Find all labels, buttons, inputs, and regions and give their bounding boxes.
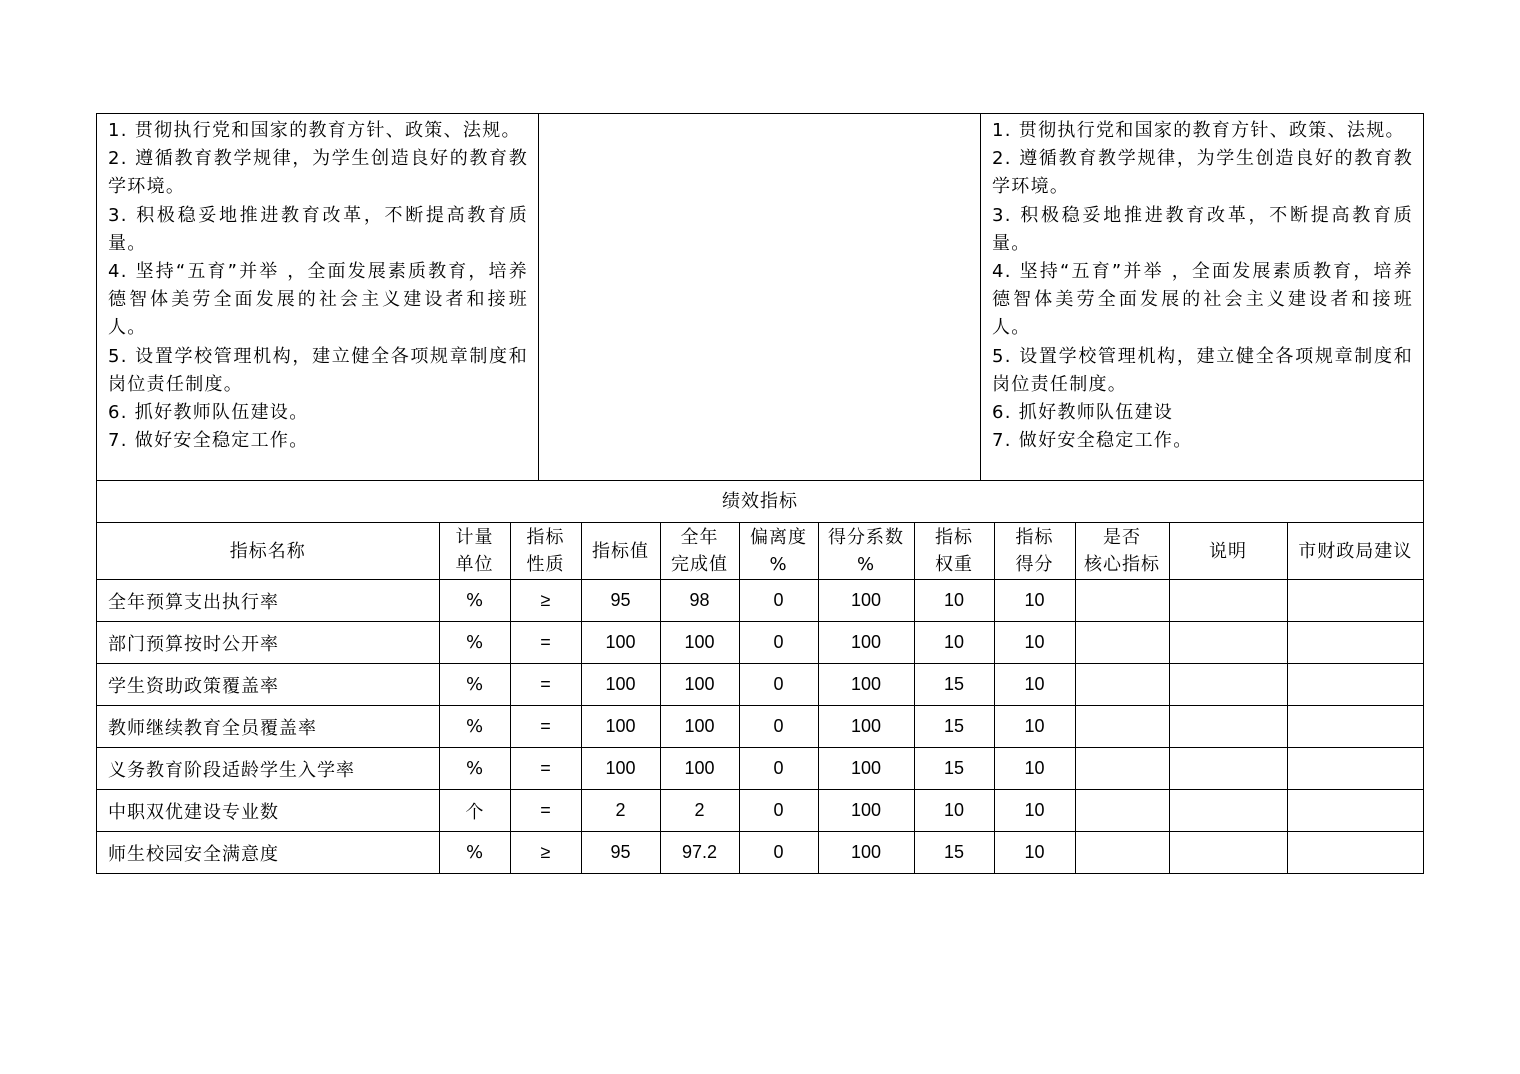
- cell-nature: =: [510, 748, 581, 790]
- header-weight: [914, 523, 994, 580]
- duty-item: 6. 抓好教师队伍建设。: [108, 402, 309, 424]
- cell-note: [1169, 706, 1287, 748]
- cell-advice: [1287, 832, 1423, 874]
- cell-core: [1075, 664, 1169, 706]
- cell-actual: 100: [660, 748, 739, 790]
- header-line: 偏离度: [750, 527, 807, 548]
- cell-note: [1169, 832, 1287, 874]
- table-row: [97, 790, 1423, 832]
- performance-sheet: [96, 113, 1424, 874]
- cell-note: [1169, 748, 1287, 790]
- cell-score: 10: [994, 832, 1075, 874]
- cell-target: 100: [581, 706, 660, 748]
- header-deviation: [739, 523, 818, 580]
- header-line: 指标: [526, 527, 565, 548]
- header-coefficient: [818, 523, 914, 580]
- duty-item: 1. 贯彻执行党和国家的教育方针、政策、法规。: [108, 120, 521, 141]
- cell-unit: %: [439, 664, 510, 706]
- header-line: 得分系数: [828, 527, 904, 548]
- duty-item: 4. 坚持“五育”并举 ，全面发展素质教育，培养德智体美劳全面发展的社会主义建设者和接班人。: [108, 261, 528, 339]
- cell-nature: =: [510, 706, 581, 748]
- cell-coef: 100: [818, 622, 914, 664]
- cell-name: 部门预算按时公开率: [97, 622, 439, 664]
- duty-item: 7. 做好安全稳定工作。: [992, 430, 1193, 452]
- cell-name: 全年预算支出执行率: [97, 580, 439, 622]
- header-advice: 市财政局建议: [1287, 523, 1423, 580]
- cell-actual: 100: [660, 664, 739, 706]
- cell-name: 教师继续教育全员覆盖率: [97, 706, 439, 748]
- cell-nature: ≥: [510, 580, 581, 622]
- header-line: 指标: [1015, 527, 1054, 548]
- cell-unit: %: [439, 748, 510, 790]
- table-row: [97, 706, 1423, 748]
- cell-coef: 100: [818, 664, 914, 706]
- header-line: 完成值: [671, 554, 728, 575]
- duty-item: 6. 抓好教师队伍建设: [992, 402, 1174, 424]
- header-target: 指标值: [581, 523, 660, 580]
- cell-note: [1169, 622, 1287, 664]
- cell-name: 学生资助政策覆盖率: [97, 664, 439, 706]
- header-unit: [439, 523, 510, 580]
- table-row: [97, 832, 1423, 874]
- section-title: 绩效指标: [97, 481, 1423, 523]
- cell-name: 中职双优建设专业数: [97, 790, 439, 832]
- header-nature: [510, 523, 581, 580]
- cell-deviation: 0: [739, 622, 818, 664]
- cell-name: 义务教育阶段适龄学生入学率: [97, 748, 439, 790]
- cell-actual: 97.2: [660, 832, 739, 874]
- indicator-table: [97, 523, 1423, 873]
- cell-weight: 10: [914, 790, 994, 832]
- duty-item: 2. 遵循教育教学规律，为学生创造良好的教育教学环境。: [992, 148, 1413, 198]
- duty-item: 4. 坚持“五育”并举 ，全面发展素质教育，培养德智体美劳全面发展的社会主义建设者和接班人。: [992, 261, 1413, 339]
- cell-score: 10: [994, 580, 1075, 622]
- cell-coef: 100: [818, 790, 914, 832]
- cell-note: [1169, 790, 1287, 832]
- cell-target: 95: [581, 580, 660, 622]
- cell-advice: [1287, 790, 1423, 832]
- cell-unit: %: [439, 832, 510, 874]
- header-line: 指标: [935, 527, 973, 548]
- cell-advice: [1287, 664, 1423, 706]
- header-line: 单位: [455, 554, 494, 575]
- cell-coef: 100: [818, 706, 914, 748]
- cell-nature: =: [510, 790, 581, 832]
- duties-block: [97, 114, 1423, 481]
- cell-score: 10: [994, 790, 1075, 832]
- cell-deviation: 0: [739, 790, 818, 832]
- cell-score: 10: [994, 664, 1075, 706]
- duty-item: 3. 积极稳妥地推进教育改革，不断提高教育质量。: [992, 204, 1413, 254]
- table-row: [97, 664, 1423, 706]
- header-line: 权重: [935, 554, 973, 575]
- indicator-rows: [97, 580, 1423, 874]
- duties-middle-column: [539, 114, 981, 480]
- header-line: 得分: [1015, 554, 1054, 575]
- cell-score: 10: [994, 622, 1075, 664]
- cell-weight: 15: [914, 748, 994, 790]
- cell-advice: [1287, 580, 1423, 622]
- cell-name: 师生校园安全满意度: [97, 832, 439, 874]
- cell-weight: 15: [914, 664, 994, 706]
- duty-item: 5. 设置学校管理机构，建立健全各项规章制度和岗位责任制度。: [108, 345, 528, 395]
- header-score: [994, 523, 1075, 580]
- cell-coef: 100: [818, 580, 914, 622]
- cell-deviation: 0: [739, 748, 818, 790]
- header-line: 计量: [455, 527, 494, 548]
- cell-deviation: 0: [739, 580, 818, 622]
- cell-actual: 98: [660, 580, 739, 622]
- duty-item: 2. 遵循教育教学规律，为学生创造良好的教育教学环境。: [108, 148, 528, 198]
- cell-core: [1075, 832, 1169, 874]
- cell-unit: %: [439, 706, 510, 748]
- cell-deviation: 0: [739, 706, 818, 748]
- duty-item: 7. 做好安全稳定工作。: [108, 430, 309, 452]
- cell-core: [1075, 706, 1169, 748]
- cell-deviation: 0: [739, 832, 818, 874]
- cell-target: 95: [581, 832, 660, 874]
- header-note: 说明: [1169, 523, 1287, 580]
- header-line: %: [856, 554, 876, 575]
- cell-coef: 100: [818, 748, 914, 790]
- duties-right-column: [981, 114, 1423, 480]
- cell-weight: 15: [914, 832, 994, 874]
- cell-core: [1075, 622, 1169, 664]
- cell-target: 100: [581, 664, 660, 706]
- cell-unit: %: [439, 580, 510, 622]
- cell-unit: %: [439, 622, 510, 664]
- cell-actual: 100: [660, 622, 739, 664]
- duty-item: 1. 贯彻执行党和国家的教育方针、政策、法规。: [992, 120, 1405, 141]
- table-row: [97, 748, 1423, 790]
- table-header-row: [97, 523, 1423, 580]
- cell-unit: 个: [439, 790, 510, 832]
- cell-core: [1075, 748, 1169, 790]
- cell-coef: 100: [818, 832, 914, 874]
- header-line: 是否: [1103, 527, 1141, 548]
- header-core: [1075, 523, 1169, 580]
- header-line: 性质: [526, 554, 565, 575]
- cell-score: 10: [994, 748, 1075, 790]
- cell-actual: 2: [660, 790, 739, 832]
- cell-target: 2: [581, 790, 660, 832]
- cell-weight: 10: [914, 580, 994, 622]
- cell-advice: [1287, 748, 1423, 790]
- cell-note: [1169, 664, 1287, 706]
- table-row: [97, 622, 1423, 664]
- cell-nature: ≥: [510, 832, 581, 874]
- duty-item: 5. 设置学校管理机构，建立健全各项规章制度和岗位责任制度。: [992, 345, 1413, 395]
- cell-advice: [1287, 622, 1423, 664]
- header-line: 核心指标: [1084, 554, 1160, 575]
- cell-actual: 100: [660, 706, 739, 748]
- cell-target: 100: [581, 622, 660, 664]
- table-row: [97, 580, 1423, 622]
- header-actual: [660, 523, 739, 580]
- header-line: %: [769, 554, 788, 575]
- cell-deviation: 0: [739, 664, 818, 706]
- cell-advice: [1287, 706, 1423, 748]
- header-line: 全年: [680, 527, 719, 548]
- header-name: 指标名称: [97, 523, 439, 580]
- duty-item: 3. 积极稳妥地推进教育改革，不断提高教育质量。: [108, 204, 528, 254]
- cell-weight: 10: [914, 622, 994, 664]
- cell-target: 100: [581, 748, 660, 790]
- cell-weight: 15: [914, 706, 994, 748]
- cell-nature: =: [510, 622, 581, 664]
- cell-core: [1075, 580, 1169, 622]
- duties-left-column: [97, 114, 539, 480]
- cell-note: [1169, 580, 1287, 622]
- cell-nature: =: [510, 664, 581, 706]
- cell-score: 10: [994, 706, 1075, 748]
- cell-core: [1075, 790, 1169, 832]
